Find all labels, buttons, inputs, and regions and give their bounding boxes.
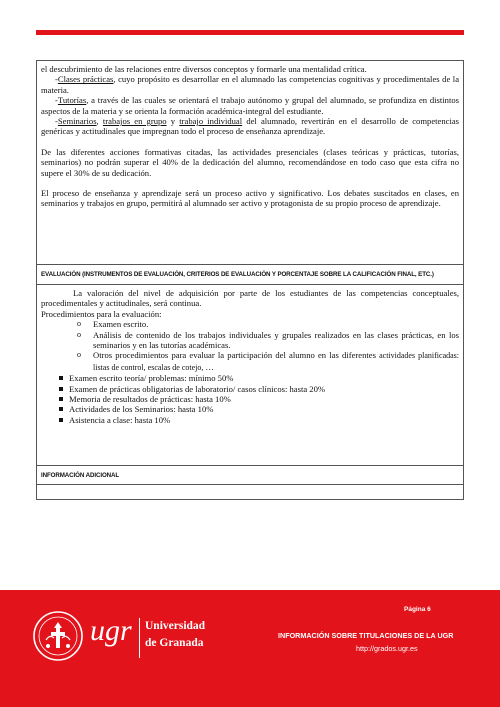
calificacion-list: [41, 373, 459, 425]
list-item: [77, 329, 459, 351]
list-item: [59, 373, 459, 383]
university-name-line2: de Granada: [145, 637, 204, 649]
square-bullet-icon: [59, 397, 63, 401]
list-item-text: Análisis de contenido de los trabajos individuales y grupales realizados en las clases prácticas, en los seminarios y en las tutorías académicas.: [93, 329, 459, 351]
square-bullet-icon: [59, 418, 63, 422]
list-item-text: Examen escrito.: [93, 319, 149, 330]
list-item-text: Otros procedimientos para evaluar la participación del alumno en las diferentes: [93, 350, 380, 361]
paragraph-proceso: El proceso de enseñanza y aprendizaje será un proceso activo y significativo. Los debates suscitados en clases, en seminarios y trabajos en grupo, permitirá al alumnado ser activo y protagonista de su propio proceso de aprendizaje.: [41, 188, 459, 209]
circle-bullet-icon: o: [77, 350, 81, 360]
square-bullet-icon: [59, 387, 63, 391]
list-item: [59, 384, 459, 394]
university-seal-icon: [32, 610, 84, 662]
ellipsis: …: [205, 361, 214, 372]
university-name-line1: Universidad: [145, 620, 206, 632]
actividades-text: actividades planificadas: listas de control, escalas de cotejo,: [93, 351, 460, 372]
circle-bullet-icon: o: [77, 319, 81, 329]
page-number: Página 6: [404, 606, 431, 613]
clases-practicas-term: Clases prácticas: [57, 74, 114, 85]
logo-divider: [139, 618, 140, 658]
info-adicional-header: INFORMACIÓN ADICIONAL: [37, 465, 463, 485]
top-red-bar: [36, 30, 464, 35]
list-item: [59, 415, 459, 425]
list-item-text: Actividades de los Seminarios: hasta 10%: [69, 404, 214, 415]
seminarios-text: del alumnado, revertirán en el desarrollo de competencias genéricas y actitudinales que impregnan todo el proceso de enseñanza aprendizaje.: [41, 116, 460, 137]
tutorias-term: Tutorías: [57, 95, 87, 106]
list-item: [77, 319, 459, 330]
ugr-wordmark: ugr: [90, 614, 132, 647]
separator: ,: [96, 116, 103, 127]
dash: -: [55, 95, 58, 106]
separator: y: [166, 116, 180, 127]
metodologia-section: [37, 61, 463, 264]
tutorias-text: , a través de las cuales se orientará el trabajo autónomo y grupal del alumnado, se profundiza en distintos aspectos de la materia y se orienta la formación académica-integral del estudiante.: [41, 95, 459, 116]
procedimientos-list: [41, 319, 459, 373]
paragraph-practicas: [41, 74, 459, 95]
paragraph-critica: el descubrimiento de las relaciones entre diversos conceptos y formarle una mentalidad crítica.: [41, 64, 367, 74]
ugr-logo: [32, 610, 212, 666]
practicas-text: , cuyo propósito es desarrollar en el alumnado las competencias cognitivas y procedimentales de la materia.: [41, 74, 460, 95]
dash: -: [55, 116, 58, 127]
dash: -: [55, 74, 58, 85]
footer-banner: [0, 590, 500, 707]
trabajos-grupo-term: trabajos en grupo: [102, 116, 167, 127]
list-item: [59, 394, 459, 404]
list-item: [59, 404, 459, 414]
list-item-text: Memoria de resultados de prácticas: hasta 10%: [69, 394, 231, 405]
procedimientos-label: Procedimientos para la evaluación:: [41, 308, 162, 319]
paragraph-tutorias: [41, 95, 459, 116]
titulaciones-title: INFORMACIÓN SOBRE TITULACIONES DE LA UGR: [278, 631, 454, 640]
evaluacion-intro: La valoración del nivel de adquisición por parte de los estudiantes de las competencias conceptuales, procedimentales y actitudinales, será continua.: [41, 288, 459, 309]
square-bullet-icon: [59, 407, 63, 411]
paragraph-formativas: De las diferentes acciones formativas citadas, las actividades presenciales (clases teóricas y prácticas, tutorías, seminarios) no podrán superar el 40% de la dedicación del alumno, recomendándose en todo caso que esta cifra no supere el 30% de su dedicación.: [41, 146, 459, 178]
circle-bullet-icon: o: [77, 329, 81, 339]
grados-url-link[interactable]: http://grados.ugr.es: [356, 644, 418, 653]
list-item-text: Examen escrito teoría/ problemas: mínimo 50%: [69, 373, 234, 384]
square-bullet-icon: [59, 376, 63, 380]
evaluacion-header: EVALUACIÓN (INSTRUMENTOS DE EVALUACIÓN, CRITERIOS DE EVALUACIÓN Y PORCENTAJE SOBRE LA CALIFICACIÓN FINAL, ETC.): [37, 264, 463, 285]
seminarios-term: Seminarios: [57, 116, 97, 127]
trabajo-individual-term: trabajo individual: [179, 116, 243, 127]
list-item-text: Asistencia a clase: hasta 10%: [69, 414, 171, 425]
list-item: [77, 350, 460, 373]
paragraph-seminarios: [41, 116, 459, 137]
evaluacion-section: [37, 285, 463, 465]
list-item-text: Examen de prácticas obligatorias de laboratorio/ casos clínicos: hasta 20%: [69, 383, 326, 394]
info-adicional-body: [37, 485, 463, 501]
guide-table: [36, 60, 464, 500]
